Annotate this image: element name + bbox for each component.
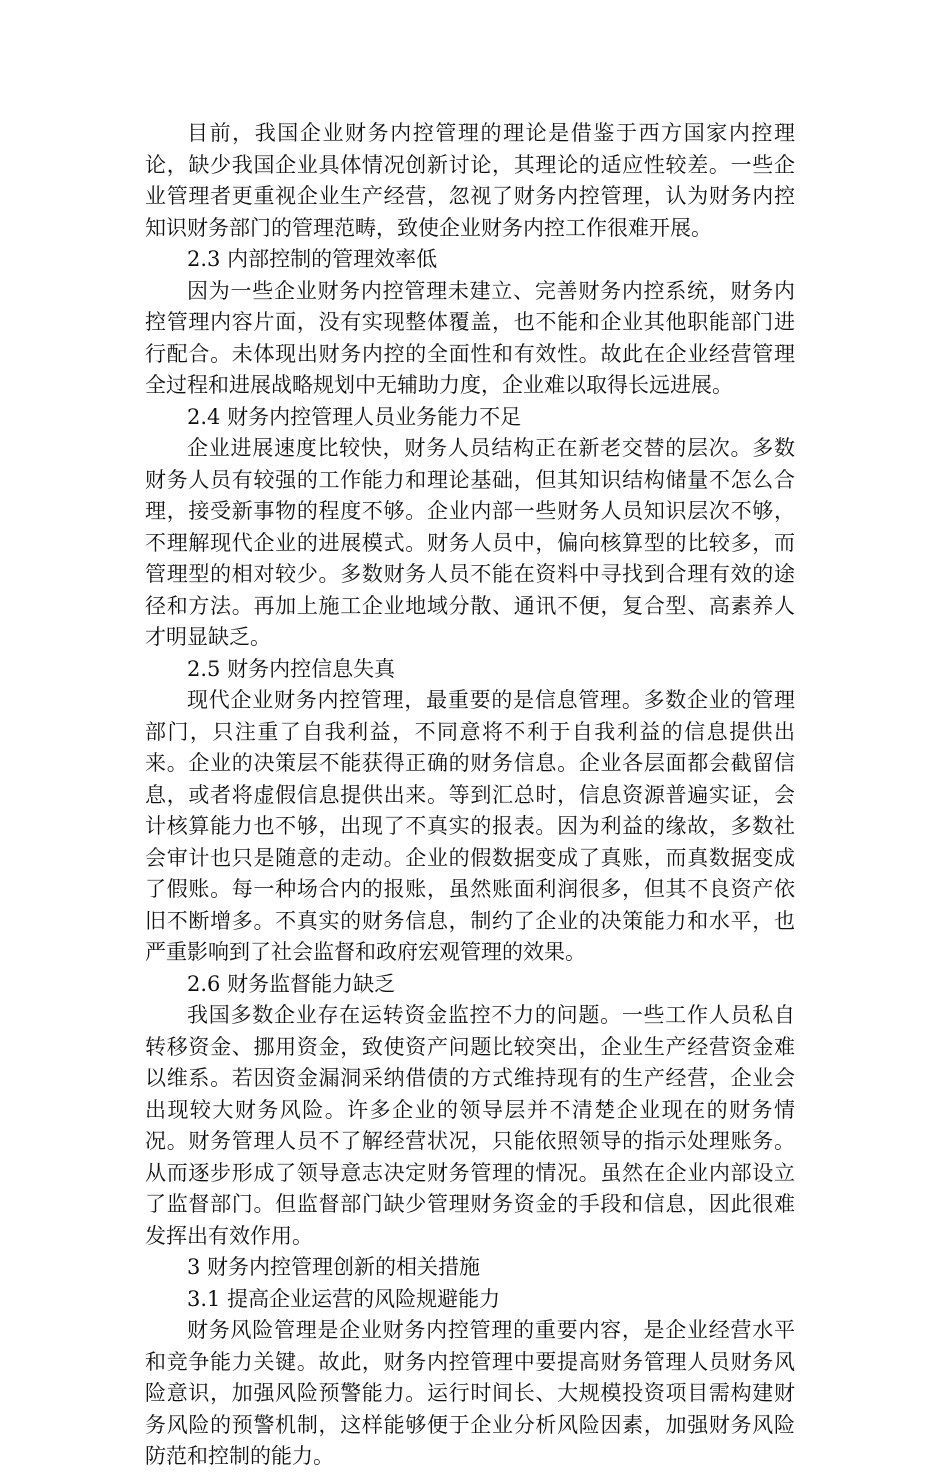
paragraph-3-1: 财务风险管理是企业财务内控管理的重要内容，是企业经营水平和竞争能力关键。故此，财务内控管理中要提高财务管理人员财务风险意识，加强风险预警能力。运行时间长、大规模投资项目需构建财务风险的预警机制，这样能够便于企业分析风险因素，加强财务风险防范和控制的能力。 bbox=[145, 1318, 795, 1468]
paragraph-2-3: 因为一些企业财务内控管理未建立、完善财务内控系统，财务内控管理内容片面，没有实现整体覆盖，也不能和企业其他职能部门进行配合。未体现出财务内控的全面性和有效性。故此在企业经营管理全过程和进展战略规划中无辅助力度，企业难以取得长远进展。 bbox=[145, 278, 795, 397]
heading-3-1: 3.1 提高企业运营的风险规避能力 bbox=[187, 1286, 501, 1311]
heading-2-5: 2.5 财务内控信息失真 bbox=[187, 656, 396, 681]
heading-3: 3 财务内控管理创新的相关措施 bbox=[187, 1255, 481, 1279]
heading-2-4: 2.4 财务内控管理人员业务能力不足 bbox=[187, 404, 522, 429]
paragraph-2-6: 我国多数企业存在运转资金监控不力的问题。一些工作人员私自转移资金、挪用资金，致使资产问题比较突出，企业生产经营资金难以维系。若因资金漏洞采纳借债的方式维持现有的生产经营，企业会出现较大财务风险。许多企业的领导层并不清楚企业现在的财务情况。财务管理人员不了解经营状况，只能依照领导的指示处理账务。从而逐步形成了领导意志决定财务管理的情况。虽然在企业内部设立了监督部门。但监督部门缺少管理财务资金的手段和信息，因此很难发挥出有效作用。 bbox=[145, 1003, 795, 1248]
heading-2-3: 2.3 内部控制的管理效率低 bbox=[187, 247, 438, 271]
paragraph-2-5: 现代企业财务内控管理，最重要的是信息管理。多数企业的管理部门，只注重了自我利益，不同意将不利于自我利益的信息提供出来。企业的决策层不能获得正确的财务信息。企业各层面都会截留信息，或者将虚假信息提供出来。等到汇总时，信息资源普遍实证，会计核算能力也不够，出现了不真实的报表。因为利益的缘故，多数社会审计也只是随意的走动。企业的假数据变成了真账，而真数据变成了假账。每一种场合内的报账，虽然账面利润很多，但其不良资产依旧不断增多。不真实的财务信息，制约了企业的决策能力和水平，也严重影响到了社会监督和政府宏观管理的效果。 bbox=[145, 688, 795, 964]
document-page bbox=[145, 118, 795, 1473]
paragraph-intro: 目前，我国企业财务内控管理的理论是借鉴于西方国家内控理论，缺少我国企业具体情况创新讨论，其理论的适应性较差。一些企业管理者更重视企业生产经营，忽视了财务内控管理，认为财务内控知识财务部门的管理范畴，致使企业财务内控工作很难开展。 bbox=[145, 121, 795, 240]
paragraph-2-4: 企业进展速度比较快，财务人员结构正在新老交替的层次。多数财务人员有较强的工作能力和理论基础，但其知识结构储量不怎么合理，接受新事物的程度不够。企业内部一些财务人员知识层次不够，不理解现代企业的进展模式。财务人员中，偏向核算型的比较多，而管理型的相对较少。多数财务人员不能在资料中寻找到合理有效的途径和方法。再加上施工企业地域分散、通讯不便，复合型、高素养人才明显缺乏。 bbox=[145, 436, 795, 649]
heading-2-6: 2.6 财务监督能力缺乏 bbox=[187, 971, 396, 996]
